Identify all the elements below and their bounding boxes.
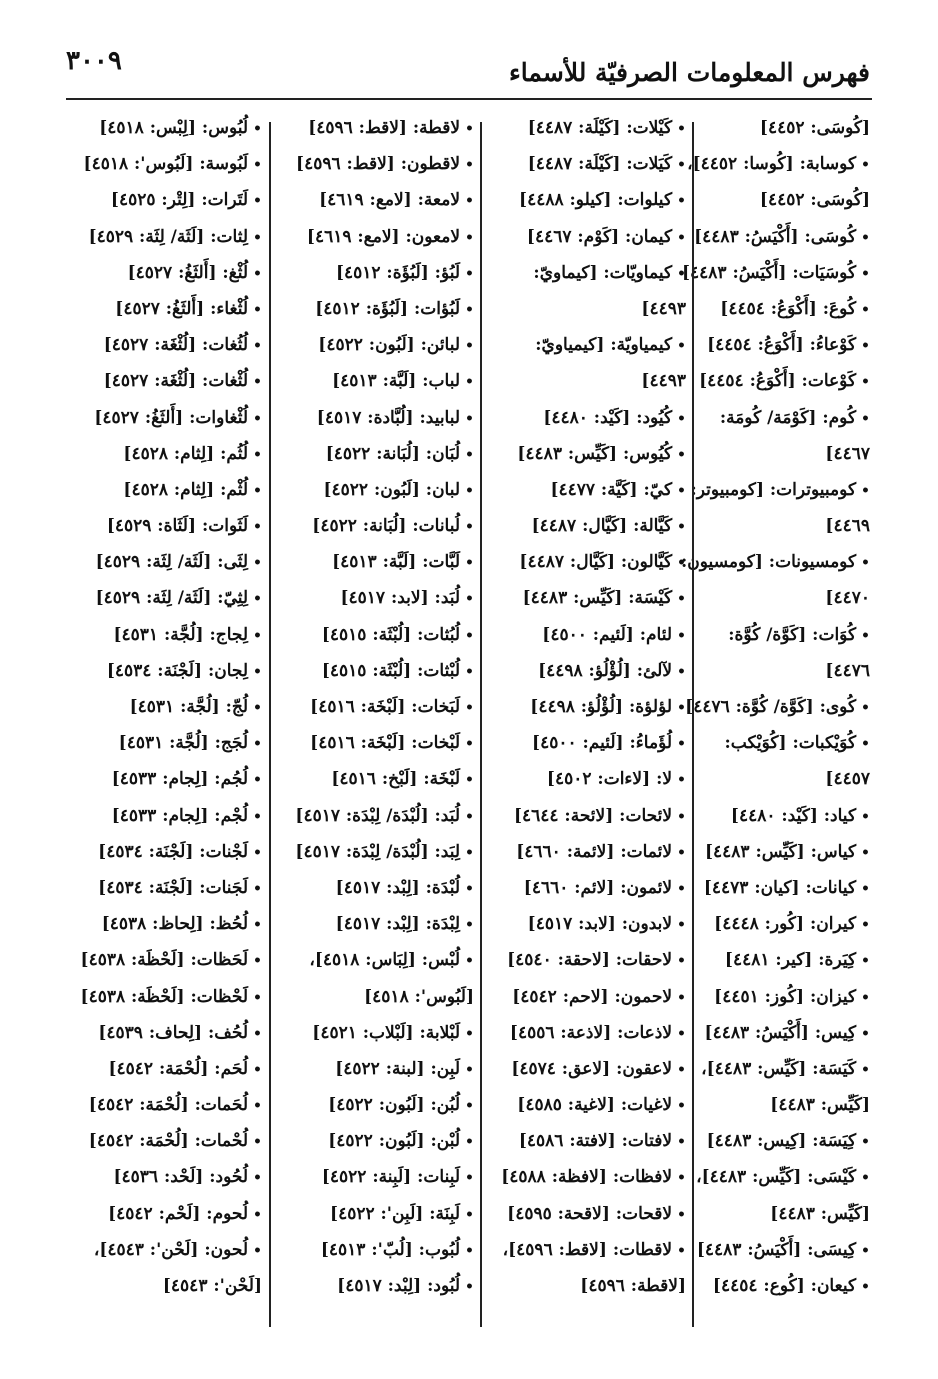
index-entry: • كيّ: [كَيَّة: ٤٤٧٧] bbox=[484, 472, 688, 508]
index-entry: • لُبُن: [لَبُون: ٤٥٢٢] bbox=[274, 1087, 476, 1123]
index-entry: • كَيَّالة: [كَيَّال: ٤٤٨٧] bbox=[484, 508, 688, 544]
index-entry: • لاذعات: [لاذعة: ٤٥٥٦] bbox=[484, 1015, 688, 1051]
index-entry: • لُحون: [لَحْن': ٤٥٤٣]، bbox=[66, 1232, 264, 1268]
index-entry: • كيعان: [كُوع: ٤٤٥٤] bbox=[696, 1268, 872, 1304]
index-entry: • كُوَيْكبات: [كُوَيْكب: bbox=[696, 725, 872, 761]
index-entry: • كياد: [كَيْد: ٤٤٨٠] bbox=[696, 798, 872, 834]
page-header bbox=[0, 0, 938, 100]
index-entry: • لِجاج: [لُجَّة: ٤٥٣١] bbox=[66, 617, 264, 653]
index-entry-continuation: [لَحْن': ٤٥٤٣] bbox=[162, 1276, 262, 1296]
index-entry: • كَيْسَى: [كَيِّس: ٤٤٨٣]، bbox=[696, 1159, 872, 1195]
index-entry: • كيران: [كُور: ٤٤٤٨] bbox=[696, 906, 872, 942]
index-entry: • لُثُم: [لِثام: ٤٥٢٨] bbox=[66, 436, 264, 472]
index-entry: • لائمات: [لائمة: ٤٦٦٠] bbox=[484, 834, 688, 870]
index-entry-continuation: [لاقطة: ٤٥٩٦] bbox=[580, 1276, 686, 1296]
index-entry: • لُبْن: [لَبُون: ٤٥٢٢] bbox=[274, 1123, 476, 1159]
index-entry: • كيزان: [كُوز: ٤٤٥١] bbox=[696, 979, 872, 1015]
index-entry: • لامعة: [لامع: ٤٦١٩] bbox=[274, 182, 476, 218]
index-entry: • لاغيات: [لاغية: ٤٥٨٥] bbox=[484, 1087, 688, 1123]
index-entry: • لباب: [لَبَّة: ٤٥١٣] bbox=[274, 363, 476, 399]
index-entry: • لاقحات: [لاقحة: ٤٥٩٥] bbox=[484, 1196, 688, 1232]
index-entry: • لَبَّات: [لَبَّة: ٤٥١٣] bbox=[274, 544, 476, 580]
column-divider bbox=[269, 122, 271, 1327]
index-entry: • لافتات: [لافتة: ٤٥٨٦] bbox=[484, 1123, 688, 1159]
index-entry: • لؤلؤة: [لُؤْلُؤ: ٤٤٩٨] bbox=[484, 689, 688, 725]
index-entry: • لُحُظ: [لِحاظ: ٤٥٣٨] bbox=[66, 906, 264, 942]
index-entry: • لبان: [لَبُون: ٤٥٢٢] bbox=[274, 472, 476, 508]
index-entry: • لُحُود: [لَحْد: ٤٥٣٦] bbox=[66, 1159, 264, 1195]
index-entry: • لِجان: [لَجْنَة: ٤٥٣٤] bbox=[66, 653, 264, 689]
index-entry-continuation: ٤٤٦٩] bbox=[825, 516, 870, 537]
running-title: فهرس المعلومات الصرفيّة للأسماء bbox=[509, 58, 870, 87]
index-entry: • لُثْغ: [أَلثَغُ: ٤٥٢٧] bbox=[66, 255, 264, 291]
index-entry: • كيمان: [كَوْم: ٤٤٦٧] bbox=[484, 219, 688, 255]
index-entry: • لُحْمات: [لُحْمَة: ٤٥٤٢] bbox=[66, 1123, 264, 1159]
index-column-4 bbox=[66, 110, 264, 1325]
index-entry: • لُؤَماءُ: [لَئيم: ٤٥٠٠] bbox=[484, 725, 688, 761]
index-entry: • لُبُوس: [لِبْس: ٤٥١٨] bbox=[66, 110, 264, 146]
index-entry: • لُجْم: [لِجام: ٤٥٣٣] bbox=[66, 798, 264, 834]
index-entry: • لبابيد: [لُبَّادة: ٤٥١٧] bbox=[274, 400, 476, 436]
index-entry: • لِبَد: [لُبْدَة/ لِبْدَة: ٤٥١٧] bbox=[274, 834, 476, 870]
index-entry: • لُبَان: [لُبَانة: ٤٥٢٢] bbox=[274, 436, 476, 472]
index-entry: • لائمون: [لائم: ٤٦٦٠] bbox=[484, 870, 688, 906]
index-entry: • لُحَمات: [لُحْمَة: ٤٥٤٢] bbox=[66, 1087, 264, 1123]
index-entry: • كِيسَى: [أَكْيَسُ: ٤٤٨٣] bbox=[696, 1232, 872, 1268]
index-entry: • لَحَظات: [لَحْظَة: ٤٥٣٨] bbox=[66, 942, 264, 978]
index-entry: • كياس: [كَيِّس: ٤٤٨٣] bbox=[696, 834, 872, 870]
index-entry: • لُحوم: [لَحْم: ٤٥٤٢] bbox=[66, 1196, 264, 1232]
index-entry: • كَيْلات: [كَيْلَة: ٤٤٨٧] bbox=[484, 110, 688, 146]
index-entry: • كَيْسَة: [كَيِّس: ٤٤٨٣] bbox=[484, 580, 688, 616]
index-entry: • كِيس: [أَكْيَسُ: ٤٤٨٣] bbox=[696, 1015, 872, 1051]
index-entry-continuation: [كُوسَى: ٤٤٥٢] bbox=[759, 190, 870, 211]
index-entry: • لُثْم: [لِثام: ٤٥٢٨] bbox=[66, 472, 264, 508]
index-entry: • لِثات: [لَثَة/ لِثَة: ٤٥٢٩] bbox=[66, 219, 264, 255]
index-entry-continuation: ٤٤٩٣] bbox=[641, 298, 686, 319]
index-entry: • كِيَرة: [كير: ٤٤٨١] bbox=[696, 942, 872, 978]
index-entry: • لَتَرات: [لِتْر: ٤٥٢٥] bbox=[66, 182, 264, 218]
index-entry: • لاحقات: [لاحقة: ٤٥٤٠] bbox=[484, 942, 688, 978]
column-divider bbox=[480, 122, 482, 1327]
index-entry: • لُثْغات: [لُثْغَة: ٤٥٢٧] bbox=[66, 363, 264, 399]
index-entry: • لُجَج: [لُجَّة: ٤٥٣١] bbox=[66, 725, 264, 761]
index-entry-continuation: ٤٤٧٦] bbox=[825, 660, 870, 681]
index-entry: • لُبُود: [لِبْد: ٤٥١٧] bbox=[274, 1268, 476, 1304]
index-entry: • كُيُود: [كَيْد: ٤٤٨٠] bbox=[484, 400, 688, 436]
index-entry: • لُبُثات: [لُبْثَة: ٤٥١٥] bbox=[274, 617, 476, 653]
index-entry: • لُثُغات: [لُثْغَة: ٤٥٢٧] bbox=[66, 327, 264, 363]
index-entry: • لاقطات: [لاقط: ٤٥٩٦]، bbox=[484, 1232, 688, 1268]
index-entry-continuation: [كَيِّس: ٤٤٨٣] bbox=[770, 1203, 870, 1224]
index-entry: • لِثِيّ: [لَثَة/ لِثَة: ٤٥٢٩] bbox=[66, 580, 264, 616]
index-entry: • لاحمون: [لاحم: ٤٥٤٢] bbox=[484, 979, 688, 1015]
index-entry: • لَبُؤ: [لَبُؤَة: ٤٥١٢] bbox=[274, 255, 476, 291]
index-entry: • لَبْخَة: [لَبْخ: ٤٥١٦] bbox=[274, 761, 476, 797]
index-entry-continuation: ٤٤٥٧] bbox=[825, 769, 870, 790]
index-entry: • لاعقون: [لاعق: ٤٥٧٤] bbox=[484, 1051, 688, 1087]
index-entry: • كيلوات: [كيلو: ٤٤٨٨] bbox=[484, 182, 688, 218]
index-entry: • لاقطون: [لاقط: ٤٥٩٦] bbox=[274, 146, 476, 182]
index-entry: • كيمياويّة: [كيمياويّ: bbox=[484, 327, 688, 363]
index-entry: • كَيَسَة: [كَيِّس: ٤٤٨٣]، bbox=[696, 1051, 872, 1087]
index-entry: • لَبْلابة: [لَبْلاب: ٤٥٢١] bbox=[274, 1015, 476, 1051]
index-entry: • لَبِنَة: [لَبِن': ٤٥٢٢] bbox=[274, 1196, 476, 1232]
index-entry: • لُبْس: [لِبَاس: ٤٥١٨]، bbox=[274, 942, 476, 978]
index-entry-continuation: ٤٤٦٧] bbox=[825, 443, 870, 464]
header-rule bbox=[66, 98, 872, 100]
index-entry: • كوسابة: [كُوسا: ٤٤٥٢]، bbox=[696, 146, 872, 182]
index-entry: • كَوْعاءُ: [أَكْوَعُ: ٤٤٥٤] bbox=[696, 327, 872, 363]
index-entry: • لُبُوب: [لُبّ': ٤٥١٣] bbox=[274, 1232, 476, 1268]
index-entry-continuation: [لَبُوس': ٤٥١٨] bbox=[364, 986, 474, 1007]
index-entry: • لَجَنات: [لَجْنَة: ٤٥٣٤] bbox=[66, 870, 264, 906]
index-entry: • كِيَسَة: [كِيس: ٤٤٨٣] bbox=[696, 1123, 872, 1159]
index-entry: • كومبيوترات: [كومبيوتر: bbox=[696, 472, 872, 508]
index-entry: • كُيُوس: [كَيِّس: ٤٤٨٣] bbox=[484, 436, 688, 472]
index-entry: • لُجُم: [لِجام: ٤٥٣٣] bbox=[66, 761, 264, 797]
index-entry: • لُثْغاوات: [أَلثَغُ: ٤٥٢٧] bbox=[66, 400, 264, 436]
index-entry: • لامعون: [لامع: ٤٦١٩] bbox=[274, 219, 476, 255]
index-entry: • لُبَد: [لابد: ٤٥١٧] bbox=[274, 580, 476, 616]
index-entry: • لآلئ: [لُؤْلُؤ: ٤٤٩٨] bbox=[484, 653, 688, 689]
index-entry: • لئام: [لَئيم: ٤٥٠٠] bbox=[484, 617, 688, 653]
index-entry: • لُبانات: [لُبَانة: ٤٥٢٢] bbox=[274, 508, 476, 544]
index-entry: • كُوم: [كَوْمَة/ كُومَة: bbox=[696, 400, 872, 436]
index-entry: • كُوَات: [كَوَّة/ كُوَّة: bbox=[696, 617, 872, 653]
index-entry: • لُجّ: [لُجَّة: ٤٥٣١] bbox=[66, 689, 264, 725]
index-entry: • كومسيونات: [كومسيون: bbox=[696, 544, 872, 580]
index-entry: • لَجْنات: [لَجْنَة: ٤٥٣٤] bbox=[66, 834, 264, 870]
index-entry: • لُبْثات: [لُبْثَة: ٤٥١٥] bbox=[274, 653, 476, 689]
index-entry: • لَبُؤات: [لَبُؤَة: ٤٥١٢] bbox=[274, 291, 476, 327]
index-entry: • لَثَوات: [لَثَاة: ٤٥٢٩] bbox=[66, 508, 264, 544]
index-entry: • لَبِنات: [لَبِنة: ٤٥٢٢] bbox=[274, 1159, 476, 1195]
index-entry: • كيماويّات: [كيماويّ: bbox=[484, 255, 688, 291]
index-column-1 bbox=[681, 110, 872, 1325]
index-entry: • لَحْظات: [لَحْظَة: ٤٥٣٨] bbox=[66, 979, 264, 1015]
index-column-2 bbox=[484, 110, 688, 1325]
index-entry: • كَيَلات: [كَيْلَة: ٤٤٨٧] bbox=[484, 146, 688, 182]
index-entry: • كُوسَى: [أَكْيَسُ: ٤٤٨٣] bbox=[696, 219, 872, 255]
index-entry: • لَبِن: [لبنة: ٤٥٢٢] bbox=[274, 1051, 476, 1087]
index-entry-continuation: [كَيِّس: ٤٤٨٣] bbox=[770, 1095, 870, 1116]
index-entry: • لاقطة: [لاقط: ٤٥٩٦] bbox=[274, 110, 476, 146]
index-entry: • لِبْدَة: [لِبْد: ٤٥١٧] bbox=[274, 906, 476, 942]
index-entry: • لَبَخات: [لَبْخَة: ٤٥١٦] bbox=[274, 689, 476, 725]
column-divider bbox=[692, 122, 694, 1327]
index-entry: • لَبْخات: [لَبْخَة: ٤٥١٦] bbox=[274, 725, 476, 761]
index-columns bbox=[66, 110, 872, 1350]
index-entry: • كيانات: [كيان: ٤٤٧٣] bbox=[696, 870, 872, 906]
index-entry: • كُوى: [كَوَّة/ كُوَّة: ٤٤٧٦] bbox=[696, 689, 872, 725]
index-entry: • كُوعَ: [أَكْوَعُ: ٤٤٥٤] bbox=[696, 291, 872, 327]
index-entry-continuation: ٤٤٧٠] bbox=[825, 588, 870, 609]
index-entry: • لُبْدَة: [لِبْد: ٤٥١٧] bbox=[274, 870, 476, 906]
index-entry: • لابدون: [لابد: ٤٥١٧] bbox=[484, 906, 688, 942]
index-entry: • لبائن: [لَبُون: ٤٥٢٢] bbox=[274, 327, 476, 363]
index-entry: • لُثْغاء: [أَلثَغُ: ٤٥٢٧] bbox=[66, 291, 264, 327]
index-entry: • لُبَد: [لُبْدَة/ لِبْدَة: ٤٥١٧] bbox=[274, 798, 476, 834]
index-entry: • لُحُف: [لِحاف: ٤٥٣٩] bbox=[66, 1015, 264, 1051]
index-entry: • لُحَم: [لُحْمَة: ٤٥٤٢] bbox=[66, 1051, 264, 1087]
index-entry: • كُوسَيَات: [أَكْيَسُ: ٤٤٨٣] bbox=[696, 255, 872, 291]
index-entry: • لائحات: [لائحة: ٤٦٤٤] bbox=[484, 798, 688, 834]
page-number: ٣٠٠٩ bbox=[66, 46, 122, 76]
index-entry-continuation: [كُوسَى: ٤٤٥٢] bbox=[759, 118, 870, 138]
index-entry-continuation: ٤٤٩٣] bbox=[641, 371, 686, 392]
index-column-3 bbox=[274, 110, 476, 1325]
index-entry: • كَوْعات: [أَكْوَعُ: ٤٤٥٤] bbox=[696, 363, 872, 399]
index-entry: • لا: [لاءات: ٤٥٠٢] bbox=[484, 761, 688, 797]
index-entry: • كَيَّالون: [كَيَّال: ٤٤٨٧] bbox=[484, 544, 688, 580]
index-entry: • لافظات: [لافظة: ٤٥٨٨] bbox=[484, 1159, 688, 1195]
index-entry: • لَبُوسة: [لَبُوس': ٤٥١٨] bbox=[66, 146, 264, 182]
index-entry: • لِثَى: [لَثَة/ لِثَة: ٤٥٢٩] bbox=[66, 544, 264, 580]
